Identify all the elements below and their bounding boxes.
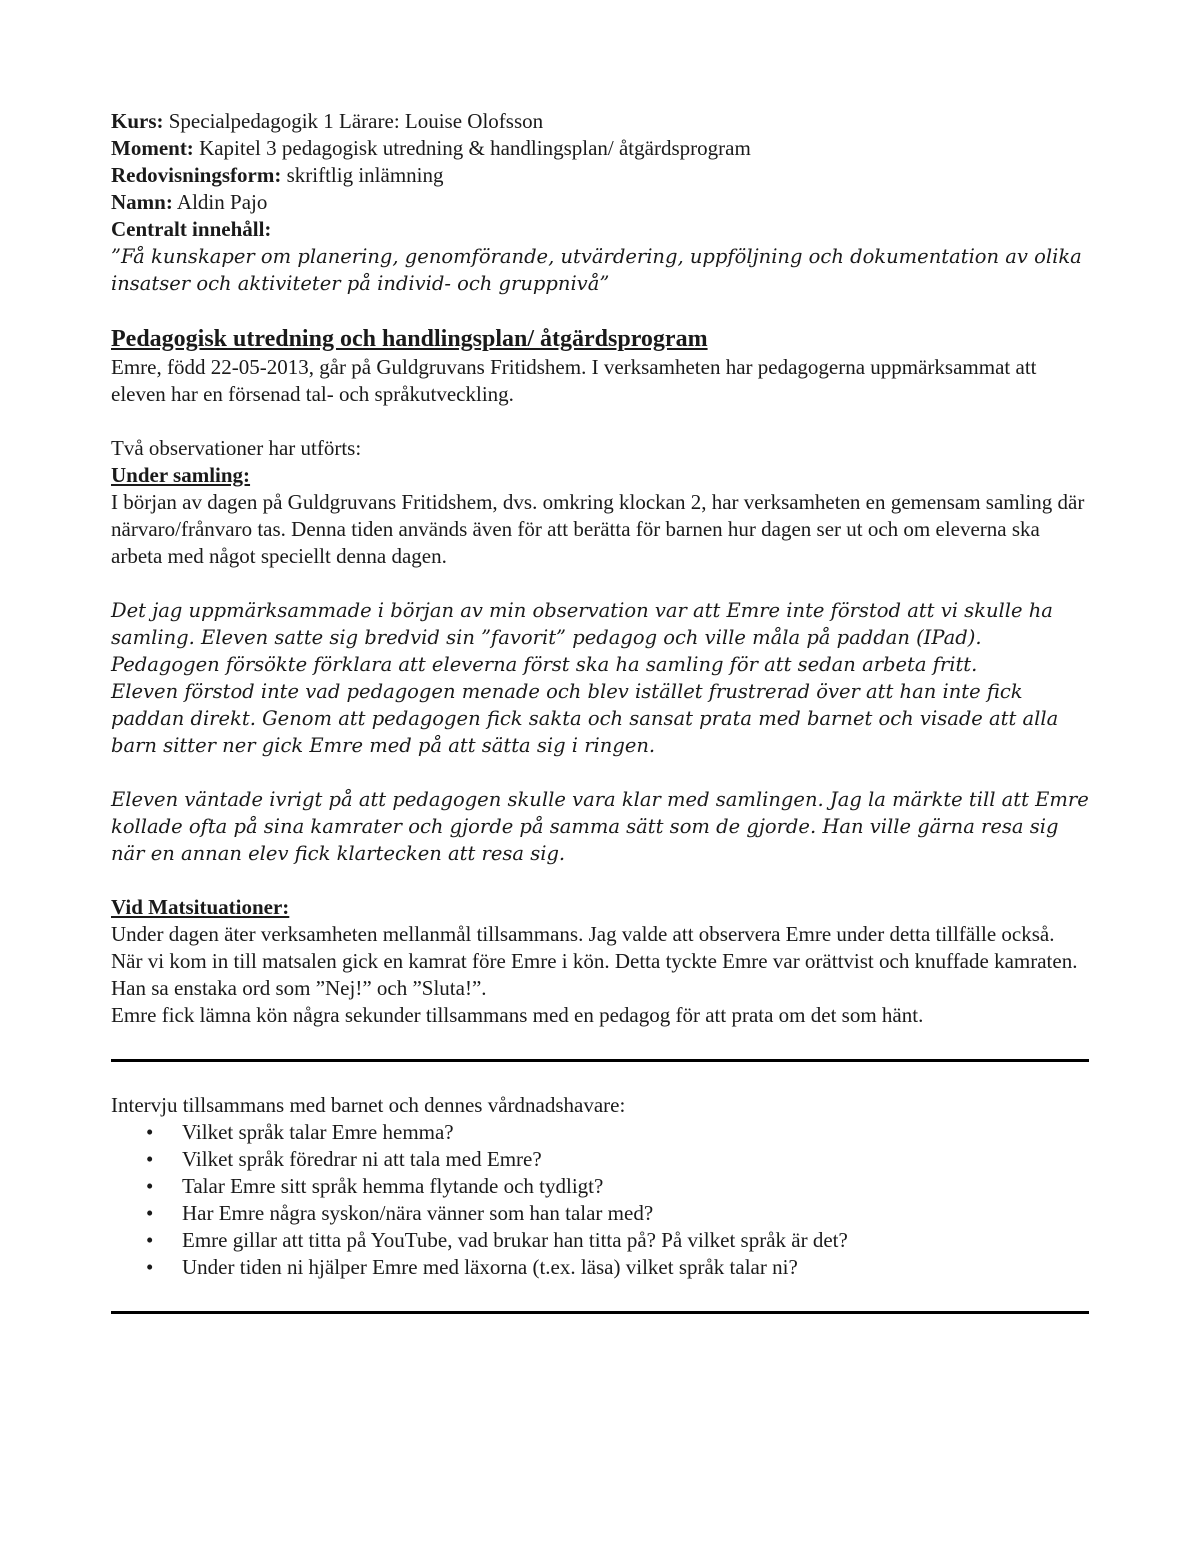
interview-intro: Intervju tillsammans med barnet och dennes vårdnadshavare: (111, 1093, 626, 1117)
section-title: Pedagogisk utredning och handlingsplan/ åtgärdsprogram (111, 326, 708, 352)
question-text: Under tiden ni hjälper Emre med läxorna (t.ex. läsa) vilket språk talar ni? (182, 1255, 798, 1279)
meal-paragraph-1: Under dagen äter verksamheten mellanmål tillsammans. Jag valde att observera Emre under detta tillfälle också. (111, 922, 1055, 946)
bullet-icon: • (146, 1174, 154, 1198)
bullet-icon: • (146, 1228, 154, 1252)
document-page (111, 108, 1089, 1314)
intro-paragraph: Emre, född 22-05-2013, går på Guldgruvans Fritidshem. I verksamheten har pedagogerna uppmärksammat att eleven har en försenad tal- och språkutveckling. (111, 355, 1037, 406)
presentation-form-line (111, 162, 1089, 189)
observations-intro: Två observationer har utförts: (111, 436, 362, 460)
moment-line (111, 135, 1089, 162)
name-label: Namn: (111, 190, 173, 214)
list-item (111, 1119, 1089, 1146)
course-value: Specialpedagogik 1 Lärare: Louise Olofsson (163, 109, 544, 133)
bullet-icon: • (146, 1255, 154, 1279)
observation-paragraph-3: Eleven väntade ivrigt på att pedagogen skulle vara klar med samlingen. Jag la märkte till att Emre kollade ofta på sina kamrater och gjorde på samma sätt som de gjorde. Han ville gärna resa sig när en annan elev fick klartecken att resa sig. (111, 788, 1089, 865)
interview-question-list (111, 1119, 1089, 1281)
question-text: Vilket språk talar Emre hemma? (182, 1120, 454, 1144)
name-value: Aldin Pajo (172, 190, 268, 214)
list-item (111, 1200, 1089, 1227)
moment-label: Moment: (111, 136, 194, 160)
central-content-label: Centralt innehåll: (111, 217, 272, 241)
moment-value: Kapitel 3 pedagogisk utredning & handlingsplan/ åtgärdsprogram (193, 136, 751, 160)
bullet-icon: • (146, 1120, 154, 1144)
divider-bottom (111, 1311, 1089, 1314)
question-text: Har Emre några syskon/nära vänner som han talar med? (182, 1201, 654, 1225)
samling-heading: Under samling: (111, 463, 251, 487)
list-item (111, 1173, 1089, 1200)
list-item (111, 1227, 1089, 1254)
name-line (111, 189, 1089, 216)
meal-heading: Vid Matsituationer: (111, 895, 290, 919)
question-text: Emre gillar att titta på YouTube, vad brukar han titta på? På vilket språk är det? (182, 1228, 848, 1252)
observation-paragraph-1: Det jag uppmärksammade i början av min observation var att Emre inte förstod att vi skulle ha samling. Eleven satte sig bredvid sin ”favorit” pedagog och ville måla på paddan (IPad). Pedagogen försökte förklara att eleverna först ska ha samling för att sedan arbeta fritt. (111, 599, 1053, 676)
meal-paragraph-2: När vi kom in till matsalen gick en kamrat före Emre i kön. Detta tyckte Emre var orättvist och knuffade kamraten. Han sa enstaka ord som ”Nej!” och ”Sluta!”. (111, 949, 1078, 1000)
list-item (111, 1254, 1089, 1281)
question-text: Talar Emre sitt språk hemma flytande och tydligt? (182, 1174, 604, 1198)
bullet-icon: • (146, 1147, 154, 1171)
presentation-form-value: skriftlig inlämning (281, 163, 444, 187)
samling-paragraph: I början av dagen på Guldgruvans Fritidshem, dvs. omkring klockan 2, har verksamheten en gemensam samling där närvaro/frånvaro tas. Denna tiden används även för att berätta för barnen hur dagen ser ut och om eleverna ska arbeta med något speciellt denna dagen. (111, 490, 1085, 568)
question-text: Vilket språk föredrar ni att tala med Emre? (182, 1147, 542, 1171)
central-content-quote: ”Få kunskaper om planering, genomförande, utvärdering, uppföljning och dokumentation av olika insatser och aktiviteter på individ- och gruppnivå” (111, 245, 1082, 295)
bullet-icon: • (146, 1201, 154, 1225)
course-line (111, 108, 1089, 135)
meal-paragraph-3: Emre fick lämna kön några sekunder tillsammans med en pedagog för att prata om det som hänt. (111, 1003, 924, 1027)
observation-paragraph-2: Eleven förstod inte vad pedagogen menade och blev istället frustrerad över att han inte fick paddan direkt. Genom att pedagogen fick sakta och sansat prata med barnet och visade att alla barn sitter ner gick Emre med på att sätta sig i ringen. (111, 680, 1059, 757)
course-label: Kurs: (111, 109, 164, 133)
list-item (111, 1146, 1089, 1173)
presentation-form-label: Redovisningsform: (111, 163, 282, 187)
